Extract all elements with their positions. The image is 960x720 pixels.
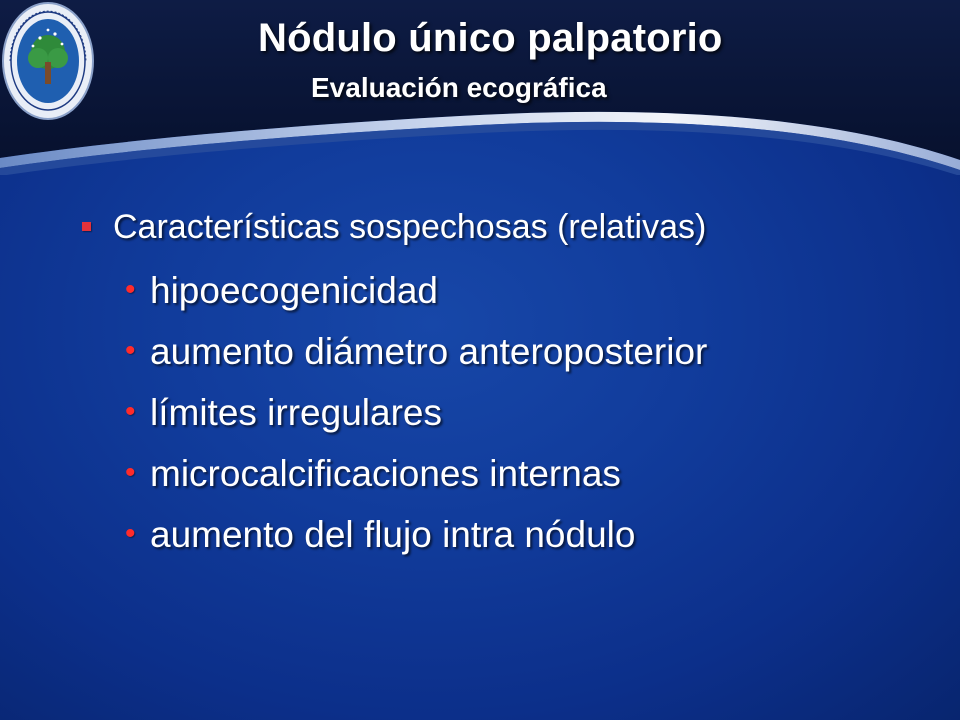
university-seal-icon (0, 0, 96, 122)
list-item-text: aumento diámetro anteroposterior (150, 330, 708, 372)
list-item-text: microcalcificaciones internas (150, 452, 621, 494)
square-bullet-icon (82, 222, 91, 231)
slide-title: Nódulo único palpatorio (258, 16, 723, 60)
list-item (125, 443, 942, 504)
sub-bullet-list (82, 260, 942, 565)
list-item (125, 382, 942, 443)
slide-subtitle: Evaluación ecográfica (311, 72, 607, 103)
dot-bullet-icon: • (125, 516, 136, 550)
list-item-text: hipoecogenicidad (150, 269, 439, 311)
bullet-heading (82, 200, 942, 254)
list-item-text: aumento del flujo intra nódulo (150, 513, 636, 555)
bullet-heading-text: Características sospechosas (relativas) (113, 207, 707, 246)
dot-bullet-icon: • (125, 272, 136, 306)
dot-bullet-icon: • (125, 394, 136, 428)
slide-header (0, 0, 960, 175)
list-item (125, 260, 942, 321)
list-item (125, 321, 942, 382)
dot-bullet-icon: • (125, 333, 136, 367)
list-item (125, 504, 942, 565)
list-item-text: límites irregulares (150, 391, 442, 433)
slide-content (82, 200, 942, 565)
dot-bullet-icon: • (125, 455, 136, 489)
